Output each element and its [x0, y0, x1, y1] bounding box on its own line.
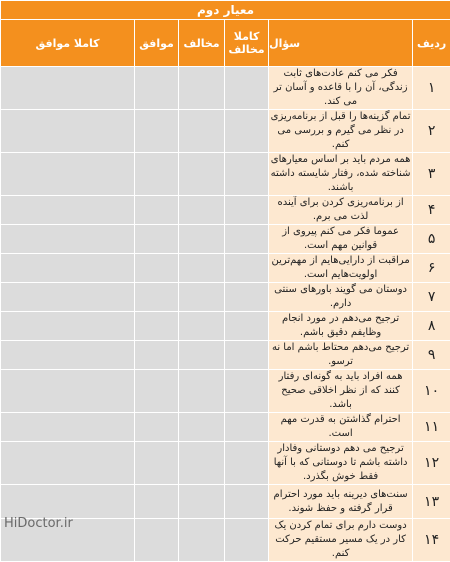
strongly-disagree-cell[interactable] [225, 413, 269, 442]
agree-cell[interactable] [135, 413, 179, 442]
table-row [1, 312, 450, 341]
agree-cell[interactable] [135, 225, 179, 254]
row-number-header: ردیف [413, 20, 450, 67]
row-number: ۳ [413, 153, 450, 196]
table-row [1, 442, 450, 485]
disagree-cell[interactable] [179, 519, 225, 562]
agree-cell[interactable] [135, 110, 179, 153]
table-row [1, 485, 450, 519]
agree-cell[interactable] [135, 519, 179, 562]
disagree-cell[interactable] [179, 485, 225, 519]
row-number: ۱۰ [413, 370, 450, 413]
table-row [1, 413, 450, 442]
question-text: ترجیح می‌دهم محتاط باشم اما نه ترسو. [269, 341, 413, 370]
disagree-cell[interactable] [179, 341, 225, 370]
row-number: ۴ [413, 196, 450, 225]
strongly-disagree-cell[interactable] [225, 312, 269, 341]
row-number: ۸ [413, 312, 450, 341]
agree-cell[interactable] [135, 442, 179, 485]
row-number: ۱۳ [413, 485, 450, 519]
table-row [1, 153, 450, 196]
strongly-agree-cell[interactable] [1, 341, 135, 370]
strongly-disagree-cell[interactable] [225, 254, 269, 283]
strongly-disagree-cell[interactable] [225, 67, 269, 110]
agree-cell[interactable] [135, 370, 179, 413]
question-text: دوست دارم برای تمام کردن یک کار در یک مسیر مستقیم حرکت کنم. [269, 519, 413, 562]
disagree-cell[interactable] [179, 153, 225, 196]
strongly-disagree-cell[interactable] [225, 225, 269, 254]
row-number: ۹ [413, 341, 450, 370]
row-number: ۱۴ [413, 519, 450, 562]
strongly-disagree-cell[interactable] [225, 519, 269, 562]
agree-cell[interactable] [135, 254, 179, 283]
strongly-agree-cell[interactable] [1, 67, 135, 110]
strongly-agree-cell[interactable] [1, 254, 135, 283]
table-row [1, 254, 450, 283]
strongly-agree-cell[interactable] [1, 225, 135, 254]
disagree-cell[interactable] [179, 225, 225, 254]
strongly-agree-cell[interactable] [1, 413, 135, 442]
row-number: ۱۱ [413, 413, 450, 442]
strongly-agree-cell[interactable] [1, 153, 135, 196]
strongly-disagree-cell[interactable] [225, 370, 269, 413]
row-number: ۱۲ [413, 442, 450, 485]
disagree-cell[interactable] [179, 196, 225, 225]
strongly-disagree-cell[interactable] [225, 341, 269, 370]
row-number: ۵ [413, 225, 450, 254]
disagree-header: مخالف [179, 20, 225, 67]
table-row [1, 370, 450, 413]
table-row [1, 110, 450, 153]
watermark-text: HiDoctor.ir [4, 516, 73, 531]
table-row [1, 67, 450, 110]
question-text: مراقبت از دارایی‌هایم از مهم‌ترین اولویت‌هایم است. [269, 254, 413, 283]
question-text: ترجیح می‌دهم در مورد انجام وظایفم دقیق باشم. [269, 312, 413, 341]
row-number: ۱ [413, 67, 450, 110]
disagree-cell[interactable] [179, 312, 225, 341]
disagree-cell[interactable] [179, 67, 225, 110]
disagree-cell[interactable] [179, 283, 225, 312]
table-row [1, 283, 450, 312]
agree-cell[interactable] [135, 485, 179, 519]
table-row [1, 196, 450, 225]
disagree-cell[interactable] [179, 110, 225, 153]
strongly-agree-cell[interactable] [1, 283, 135, 312]
agree-cell[interactable] [135, 196, 179, 225]
strongly-disagree-cell[interactable] [225, 442, 269, 485]
strongly-disagree-header: کاملا مخالف [225, 20, 269, 67]
agree-cell[interactable] [135, 283, 179, 312]
strongly-disagree-cell[interactable] [225, 485, 269, 519]
disagree-cell[interactable] [179, 370, 225, 413]
question-text: تمام گزینه‌ها را قبل از برنامه‌ریزی در نظر می گیرم و بررسی می کنم. [269, 110, 413, 153]
strongly-agree-cell[interactable] [1, 196, 135, 225]
strongly-agree-cell[interactable] [1, 312, 135, 341]
agree-cell[interactable] [135, 67, 179, 110]
question-text: ترجیح می دهم دوستانی وفادار داشته باشم تا دوستانی که با آنها فقط خوش بگذرد. [269, 442, 413, 485]
agree-cell[interactable] [135, 341, 179, 370]
row-number: ۶ [413, 254, 450, 283]
agree-header: موافق [135, 20, 179, 67]
question-text: دوستان می گویند باورهای سنتی دارم. [269, 283, 413, 312]
table-row [1, 225, 450, 254]
row-number: ۲ [413, 110, 450, 153]
strongly-agree-cell[interactable] [1, 485, 135, 519]
question-header: سؤال [269, 20, 413, 67]
table-row [1, 341, 450, 370]
strongly-disagree-cell[interactable] [225, 153, 269, 196]
strongly-disagree-cell[interactable] [225, 196, 269, 225]
question-text: احترام گذاشتن به قدرت مهم است. [269, 413, 413, 442]
agree-cell[interactable] [135, 153, 179, 196]
disagree-cell[interactable] [179, 254, 225, 283]
strongly-disagree-cell[interactable] [225, 283, 269, 312]
question-text: سنت‌های دیرینه باید مورد احترام قرار گرفته و حفظ شوند. [269, 485, 413, 519]
strongly-agree-cell[interactable] [1, 370, 135, 413]
row-number: ۷ [413, 283, 450, 312]
question-text: عموما فکر می کنم پیروی از قوانین مهم است. [269, 225, 413, 254]
strongly-agree-cell[interactable] [1, 110, 135, 153]
question-text: از برنامه‌ریزی کردن برای آینده لذت می برم. [269, 196, 413, 225]
question-text: همه مردم باید بر اساس معیارهای شناخته شده، رفتار شایسته داشته باشند. [269, 153, 413, 196]
strongly-agree-header: کاملا موافق [1, 20, 135, 67]
strongly-agree-cell[interactable] [1, 442, 135, 485]
disagree-cell[interactable] [179, 413, 225, 442]
table-title: معیار دوم [1, 1, 450, 20]
disagree-cell[interactable] [179, 442, 225, 485]
strongly-disagree-cell[interactable] [225, 110, 269, 153]
question-text: همه افراد باید به گونه‌ای رفتار کنند که از نظر اخلاقی صحیح باشد. [269, 370, 413, 413]
question-text: فکر می کنم عادت‌های ثابت زندگی، آن را با قاعده و آسان تر می کند. [269, 67, 413, 110]
agree-cell[interactable] [135, 312, 179, 341]
